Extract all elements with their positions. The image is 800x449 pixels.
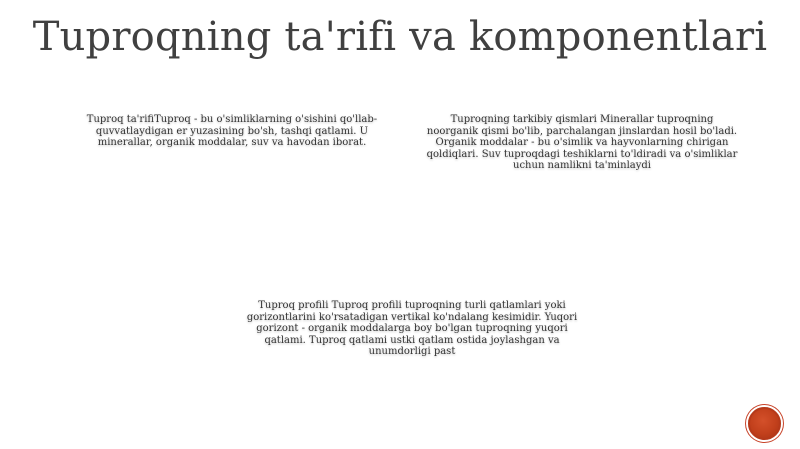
slide-title: Tuproqning ta'rifi va komponentlari: [32, 14, 768, 60]
soil-profile-text: Tuproq profili Tuproq profili tuproqning turli qatlamlari yoki gorizontlarini ko'rsatadigan vertikal ko'ndalang kesimidir. Yuqori gorizont - organik moddalarga boy bo'lgan tuproqning yuqori qatlami. Tuproq qatlami ustki qatlam ostida joylashgan va unumdorligi past: [246, 300, 578, 357]
soil-components-text: Tuproqning tarkibiy qismlari Minerallar tuproqning noorganik qismi bo'lib, parchalangan jinslardan hosil bo'ladi. Organik moddalar - bu o'simlik va hayvonlarning chirigan qoldiqlari. Suv tuproqdagi teshiklarni to'ldiradi va o'simliklar uchun namlikni ta'minlaydi: [426, 114, 738, 171]
soil-definition-text: Tuproq ta'rifiTuproq - bu o'simliklarning o'sishini qo'llab-quvvatlaydigan er yuzasining bo'sh, tashqi qatlami. U minerallar, organik moddalar, suv va havodan iborat.: [86, 114, 378, 148]
next-slide-button[interactable]: [748, 407, 781, 440]
